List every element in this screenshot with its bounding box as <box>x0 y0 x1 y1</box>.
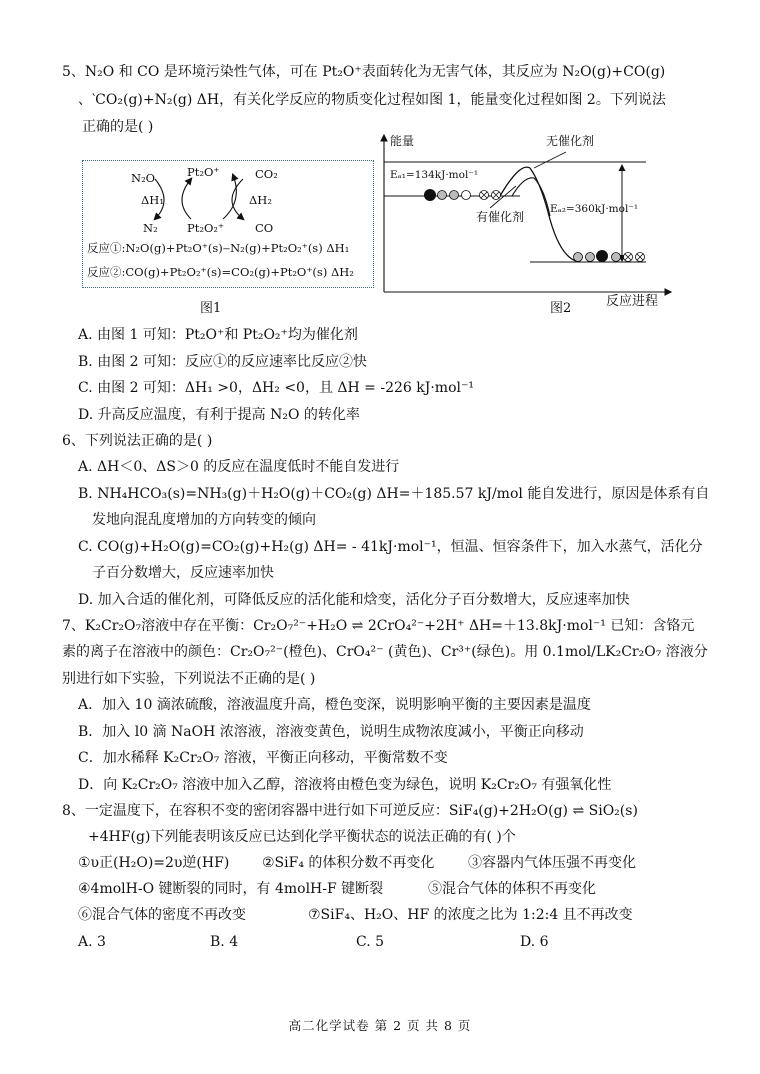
q5-stem-line2: 、‵CO₂(g)+N₂(g) ΔH，有关化学反应的物质变化过程如图 1，能量变化过程如图 2。下列说法 <box>78 92 666 108</box>
q8-choice-d: D. 6 <box>520 934 549 950</box>
q7-option-d: D．向 K₂Cr₂O₇ 溶液中加入乙醇，溶液将由橙色变为绿色，说明 K₂Cr₂O₇ 有强氧化性 <box>78 777 612 793</box>
fig2-ea2-label: Eₐ₂=360kJ·mol⁻¹ <box>550 203 639 215</box>
fig2-ea1-label: Eₐ₁=134kJ·mol⁻¹ <box>390 169 479 181</box>
q8-item-6: ⑥混合气体的密度不再改变 <box>78 907 246 923</box>
q7-option-c: C．加水稀释 K₂Cr₂O₇ 溶液，平衡正向移动，平衡常数不变 <box>78 750 448 766</box>
q8-item-7: ⑦SiF₄、H₂O、HF 的浓度之比为 1:2:4 且不再改变 <box>308 907 633 923</box>
fig1-reaction-2: 反应②:CO(g)+Pt₂O₂⁺(s)=CO₂(g)+Pt₂O⁺(s) ΔH₂ <box>87 265 354 279</box>
q8-stem-line2: +4HF(g)下列能表明该反应已达到化学平衡状态的说法正确的有( )个 <box>88 829 516 845</box>
q6-option-c-cont: 子百分数增大，反应速率加快 <box>92 565 274 581</box>
figure-2-energy-diagram <box>380 132 680 307</box>
q8-choice-a: A. 3 <box>78 934 106 950</box>
q7-option-b: B．加入 l0 滴 NaOH 浓溶液，溶液变黄色，说明生成物浓度减小，平衡正向移动 <box>78 724 584 740</box>
q7-stem-line2: 素的离子在溶液中的颜色：Cr₂O₇²⁻(橙色)、CrO₄²⁻ (黄色)、Cr³⁺(绿色)。用 0.1mol/LK₂Cr₂O₇ 溶液分 <box>62 644 708 660</box>
q8-choice-b: B. 4 <box>210 934 239 950</box>
figure-1-box <box>82 160 374 288</box>
q5-option-d: D. 升高反应温度，有利于提高 N₂O 的转化率 <box>78 407 360 423</box>
q6-option-d: D. 加入合适的催化剂，可降低反应的活化能和焓变，活化分子百分数增大，反应速率加快 <box>78 592 630 608</box>
q6-option-c: C. CO(g)+H₂O(g)=CO₂(g)+H₂(g) ΔH= - 41kJ·mol⁻¹，恒温、恒容条件下，加入水蒸气，活化分 <box>78 539 703 555</box>
q7-option-a: A．加入 10 滴浓硫酸，溶液温度升高，橙色变深，说明影响平衡的主要因素是温度 <box>78 697 591 713</box>
q8-item-2: ②SiF₄ 的体积分数不再变化 <box>262 855 435 871</box>
fig1-dh2: ΔH₂ <box>249 193 272 207</box>
q7-stem-line1: 7、K₂Cr₂O₇溶液中存在平衡：Cr₂O₇²⁻+H₂O ⇌ 2CrO₄²⁻+2H⁺ ΔH=＋13.8kJ·mol⁻¹ 已知：含铬元 <box>62 618 695 634</box>
page-footer: 高二化学试卷 第 2 页 共 8 页 <box>288 1018 472 1033</box>
fig2-y-label: 能量 <box>390 134 415 148</box>
fig1-pt2o-plus: Pt₂O⁺ <box>187 165 220 179</box>
fig1-n2: N₂ <box>143 221 158 235</box>
q5-stem-line1: 5、N₂O 和 CO 是环境污染性气体，可在 Pt₂O⁺表面转化为无害气体，其反应为 N₂O(g)+CO(g) <box>62 64 666 80</box>
figure-2 <box>380 132 680 307</box>
q8-choice-c: C. 5 <box>356 934 385 950</box>
figure-2-caption: 图2 <box>550 301 572 316</box>
q6-stem: 6、下列说法正确的是( ) <box>62 433 213 449</box>
q8-item-4: ④4molH-O 键断裂的同时，有 4molH-F 键断裂 <box>78 881 384 897</box>
fig1-dh1: ΔH₁ <box>141 193 164 207</box>
figure-1-caption: 图1 <box>200 301 222 316</box>
fig2-with-catalyst-label: 有催化剂 <box>476 210 525 224</box>
q6-option-a: A. ΔH＜0、ΔS＞0 的反应在温度低时不能自发进行 <box>78 459 400 475</box>
q8-item-3: ③容器内气体压强不再变化 <box>468 855 636 871</box>
q8-item-1: ①υ正(H₂O)=2υ逆(HF) <box>78 855 230 871</box>
q5-option-c: C. 由图 2 可知：ΔH₁ >0，ΔH₂ <0，且 ΔH = -226 kJ·mol⁻¹ <box>78 380 474 396</box>
fig1-pt2o2-plus: Pt₂O₂⁺ <box>187 221 225 235</box>
fig2-no-catalyst-label: 无催化剂 <box>546 134 595 148</box>
q8-stem-line1: 8、一定温度下，在容积不变的密闭容器中进行如下可逆反应：SiF₄(g)+2H₂O(g) ⇌ SiO₂(s) <box>62 803 638 819</box>
q5-stem-line3: 正确的是( ) <box>82 119 154 135</box>
q6-option-b: B. NH₄HCO₃(s)=NH₃(g)＋H₂O(g)＋CO₂(g) ΔH=＋185.57 kJ/mol 能自发进行，原因是体系有自 <box>78 486 710 502</box>
fig1-co2: CO₂ <box>255 167 278 181</box>
q5-option-a: A. 由图 1 可知：Pt₂O⁺和 Pt₂O₂⁺均为催化剂 <box>78 327 358 343</box>
fig1-n2o: N₂O <box>131 171 156 185</box>
fig1-co: CO <box>255 221 274 235</box>
fig1-reaction-1: 反应①:N₂O(g)+Pt₂O⁺(s)‒N₂(g)+Pt₂O₂⁺(s) ΔH₁ <box>87 241 350 255</box>
q6-option-b-cont: 发地向混乱度增加的方向转变的倾向 <box>92 512 316 528</box>
q8-item-5: ⑤混合气体的体积不再变化 <box>428 881 596 897</box>
q5-option-b: B. 由图 2 可知：反应①的反应速率比反应②快 <box>78 354 367 370</box>
figure-2-x-label: 反应进程 <box>606 294 659 309</box>
q7-stem-line3: 别进行如下实验，下列说法不正确的是( ) <box>62 671 316 687</box>
